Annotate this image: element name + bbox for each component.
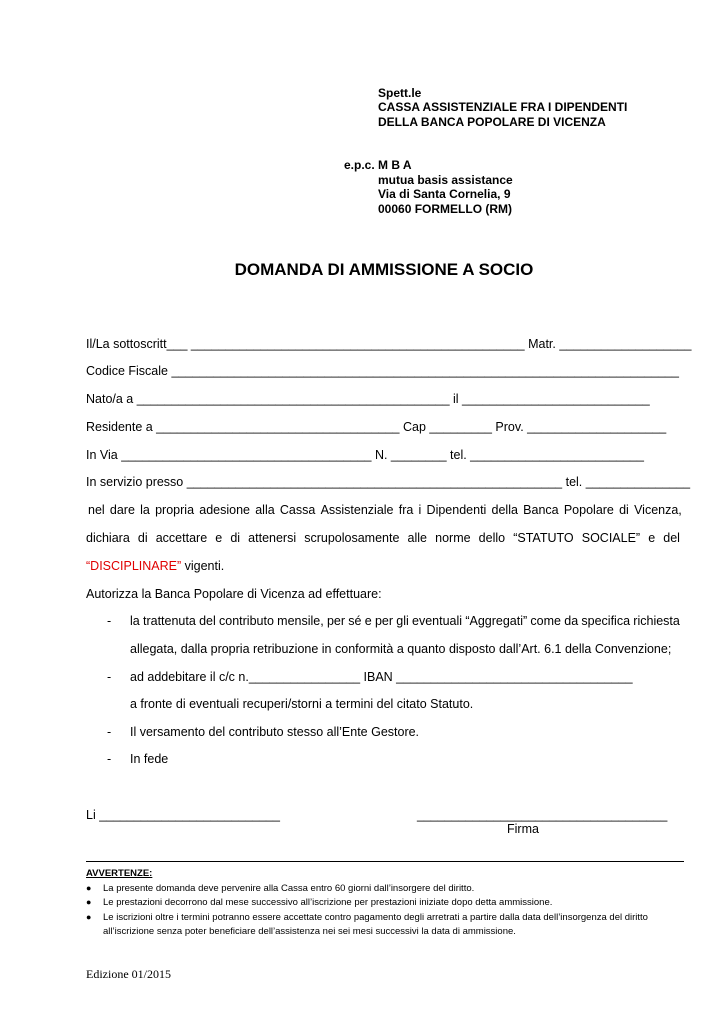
word: come — [530, 614, 561, 628]
word: di — [619, 503, 629, 517]
item4-dash: - — [107, 752, 112, 766]
item4-text: In fede — [130, 752, 169, 766]
disciplinare-label: “DISCIPLINARE” — [86, 559, 182, 573]
field-nato[interactable]: Nato/a a _____________________________________________ il ___________________________ — [86, 392, 650, 406]
bullet-icon: ● — [86, 912, 92, 922]
item2-line1[interactable]: ad addebitare il c/c n.________________ IBAN __________________________________ — [130, 670, 633, 684]
word: richiesta — [633, 614, 680, 628]
item1-line1 — [130, 614, 680, 628]
word: fra — [398, 503, 414, 517]
word: Banca — [523, 503, 559, 517]
autorizza-text: Autorizza la Banca Popolare di Vicenza ad effettuare: — [86, 587, 382, 601]
word: e — [215, 531, 223, 545]
word: Assistenziale — [320, 503, 394, 517]
word: Cassa — [279, 503, 316, 517]
word: propria — [155, 503, 195, 517]
field-via[interactable]: In Via ____________________________________ N. ________ tel. _________________________ — [86, 448, 644, 462]
word: sé — [348, 614, 362, 628]
vigenti-text: vigenti. — [181, 559, 225, 573]
body-paragraph-line3 — [86, 559, 224, 573]
warning-item-1: La presente domanda deve pervenire alla Cassa entro 60 giorni dall’insorgere del diritto. — [103, 883, 475, 894]
item1-dash: - — [107, 614, 112, 628]
word: da — [564, 614, 579, 628]
cc-name: M B A — [378, 158, 412, 172]
body-paragraph-line1 — [88, 503, 682, 517]
word: mensile, — [277, 614, 324, 628]
word: “Aggregati” — [465, 614, 528, 628]
signature-line[interactable]: ____________________________________ — [417, 808, 668, 822]
word: SOCIALE” — [581, 531, 641, 545]
field-codice-fiscale[interactable]: Codice Fiscale _________________________________________________________________________ — [86, 364, 679, 378]
word: e — [364, 614, 372, 628]
word: Popolare — [563, 503, 614, 517]
warnings-title: AVVERTENZE: — [86, 868, 153, 879]
word: di — [230, 531, 241, 545]
field-servizio[interactable]: In servizio presso ______________________________________________________ tel. _______________ — [86, 475, 691, 489]
word: la — [140, 503, 150, 517]
word: attenersi — [248, 531, 297, 545]
field-residente[interactable]: Residente a ___________________________________ Cap _________ Prov. ____________________ — [86, 420, 667, 434]
word: eventuali — [412, 614, 463, 628]
word: del — [663, 531, 680, 545]
edition-footer: Edizione 01/2015 — [86, 967, 171, 981]
word: Dipendenti — [426, 503, 487, 517]
item1-line2: allegata, dalla propria retribuzione in conformità a quanto disposto dall’Art. 6.1 della Convenzione; — [130, 642, 672, 656]
document-title: DOMANDA DI AMMISSIONE A SOCIO — [234, 260, 534, 279]
word: contributo — [219, 614, 274, 628]
cc-prefix: e.p.c. — [344, 158, 375, 172]
word: e — [648, 531, 656, 545]
item2-line2: a fronte di eventuali recuperi/storni a termini del citato Statuto. — [130, 697, 474, 711]
word: gli — [396, 614, 409, 628]
warning-item-2: Le prestazioni decorrono dal mese successivo all’iscrizione per prestazioni iniziate dopo detta ammissione. — [103, 897, 553, 908]
word: del — [199, 614, 216, 628]
warning-item-3-cont: all’iscrizione senza poter beneficiare dell’assistenza nei sei mesi successivi la data di ammissione. — [103, 926, 516, 937]
cc-line2: Via di Santa Cornelia, 9 — [378, 187, 511, 201]
word: la — [130, 614, 140, 628]
word: della — [491, 503, 518, 517]
word: accettare — [155, 531, 208, 545]
word: adesione — [199, 503, 250, 517]
cc-line3: 00060 FORMELLO (RM) — [378, 202, 513, 216]
cc-line1: mutua basis assistance — [378, 173, 513, 187]
addressee-line2: DELLA BANCA POPOLARE DI VICENZA — [378, 115, 606, 129]
word: specifica — [581, 614, 631, 628]
word: norme — [435, 531, 471, 545]
field-sottoscritto[interactable]: Il/La sottoscritt___ ________________________________________________ Matr. ___________________ — [86, 337, 692, 351]
signature-label: Firma — [507, 822, 539, 836]
bullet-icon: ● — [86, 883, 92, 893]
item2-dash: - — [107, 670, 112, 684]
bullet-icon: ● — [86, 897, 92, 907]
word: scrupolosamente — [304, 531, 400, 545]
word: per — [374, 614, 394, 628]
word: dello — [478, 531, 506, 545]
word: Vicenza, — [634, 503, 682, 517]
word: trattenuta — [142, 614, 196, 628]
item3-text: Il versamento del contributo stesso all’Ente Gestore. — [130, 725, 420, 739]
word: di — [137, 531, 148, 545]
word: i — [418, 503, 422, 517]
word: dare — [109, 503, 135, 517]
body-paragraph-line2 — [86, 531, 680, 545]
warning-item-3: Le iscrizioni oltre i termini potranno essere accettate contro pagamento degli arretrati a partire dalla data dell’insorgenza del diritto — [103, 912, 648, 923]
item3-dash: - — [107, 725, 112, 739]
word: per — [326, 614, 346, 628]
warnings-divider — [86, 861, 684, 862]
addressee-line1: CASSA ASSISTENZIALE FRA I DIPENDENTI — [378, 100, 628, 114]
addressee-salutation: Spett.le — [378, 86, 422, 100]
word: alla — [255, 503, 275, 517]
word: alle — [407, 531, 428, 545]
word: dichiara — [86, 531, 130, 545]
word: “STATUTO — [513, 531, 574, 545]
signature-place[interactable]: Li __________________________ — [86, 808, 280, 822]
word: nel — [88, 503, 105, 517]
